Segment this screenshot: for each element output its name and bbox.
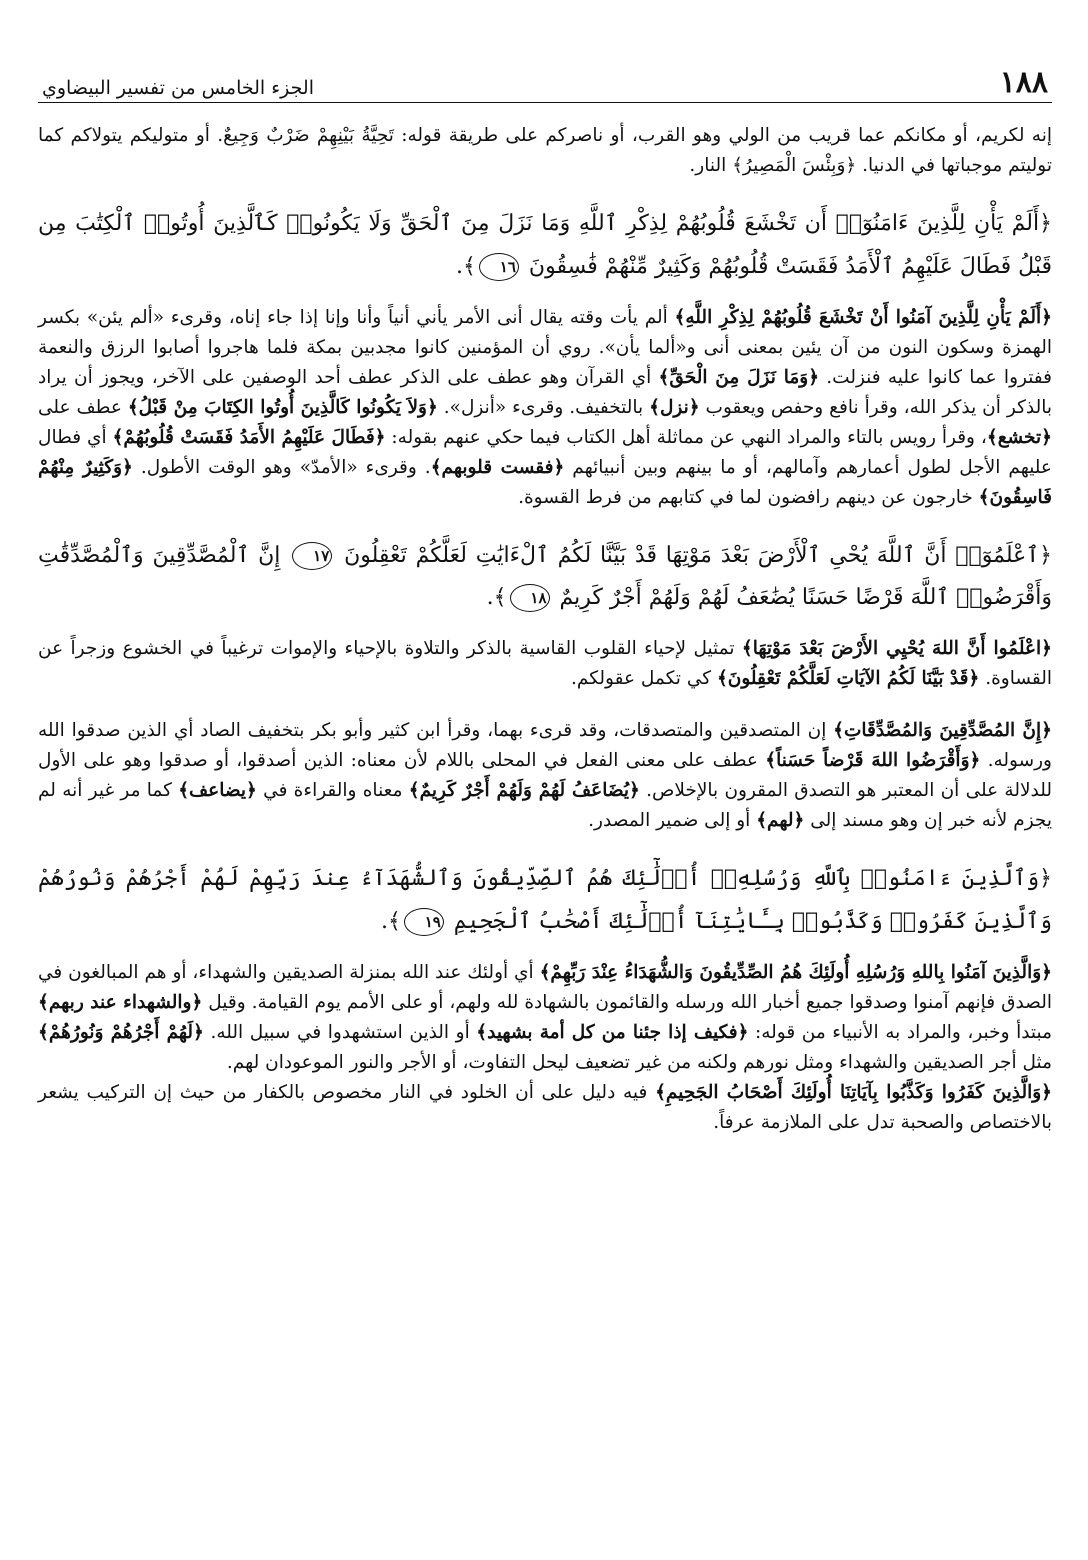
commentary-paragraph-4 [38,716,1052,836]
paragraph-text: كي تكمل عقولكم. [571,668,717,690]
quoted-verse: ﴿يُضَاعَفُ لَهُمْ وَلَهُمْ أَجْرٌ كَرِيمٌ﴾ [408,780,640,802]
quoted-verse: ﴿إِنَّ المُصَّدِّقِينَ وَالمُصَّدِّقَاتِ﴾ [833,720,1052,742]
book-page [38,58,1052,1538]
quoted-verse: ﴿وَأَقْرَضُوا اللهَ قَرْضاً حَسَناً﴾ [765,750,981,772]
paragraph-text: إن المتصدقين والمتصدقات، وقد قرىء بهما، وقرأ ابن كثير وأبو بكر بتخفيف الصاد أي الذين صدقوا الله ورسوله. [38,720,1052,772]
ayah-number-marker: ١٨ [510,584,550,612]
verse-close-bracket: ﴾. [486,585,507,611]
paragraph-text: بالتخفيف. وقرىء «أنزل». [437,396,650,418]
verse-block-19 [38,858,1052,944]
quoted-verse: ﴿نزل﴾ [649,396,700,418]
paragraph-text: فيه دليل على أن الخلود في النار مخصوص بالكفار من حيث إن التركيب يشعر بالاختصاص والصحبة تدل على الملازمة عرفاً. [38,1081,1052,1133]
verse-close-bracket: ﴾. [380,908,401,934]
commentary-paragraph-3 [38,634,1052,694]
paragraph-text: . وقرىء «الأمدّ» وهو الوقت الأطول. [132,456,431,478]
quoted-verse: ﴿فقست قلوبهم﴾ [430,456,565,478]
paragraph-text: تمثيل لإحياء القلوب القاسية بالذكر والتلاوة بالإحياء والإموات ترغيباً في الخشوع وزجراً عن القساوة. [38,638,1052,690]
quoted-verse: ﴿وَكَثِيرٌ مِنْهُمْ فَاسِقُونَ﴾ [38,456,1052,508]
verse-text: ﴿وَٱلَّذِينَ ءَامَنُوا۟ بِٱللَّهِ وَرُسُلِهِۦٓ أُو۟لَٰٓئِكَ هُمُ ٱلصِّدِّيقُونَ وَٱلشُّهَدَآءُ عِندَ رَبِّهِمْ لَهُمْ أَجْرُهُمْ وَنُورُهُمْ وَٱلَّذِينَ كَفَرُوا۟ وَكَذَّبُوا۟ بِـَٔايَٰتِنَآ أُو۟لَٰٓئِكَ أَصْحَٰبُ ٱلْجَحِيمِ [38,866,1052,934]
verse-text: ﴿أَلَمْ يَأْنِ لِلَّذِينَ ءَامَنُوٓا۟ أَن تَخْشَعَ قُلُوبُهُمْ لِذِكْرِ ٱللَّهِ وَمَا نَزَلَ مِنَ ٱلْحَقِّ وَلَا يَكُونُوا۟ كَٱلَّذِينَ أُوتُوا۟ ٱلْكِتَٰبَ مِن قَبْلُ فَطَالَ عَلَيْهِمُ ٱلْأَمَدُ فَقَسَتْ قُلُوبُهُمْ وَكَثِيرٌ مِّنْهُمْ فَٰسِقُونَ [38,210,1052,279]
commentary-paragraph-1 [38,121,1052,181]
verse-text: إِنَّ ٱلْمُصَّدِّقِينَ وَٱلْمُصَّدِّقَٰتِ وَأَقْرَضُوا۟ ٱللَّهَ قَرْضًا حَسَنًا يُضَٰعَفُ لَهُمْ وَلَهُمْ أَجْرٌ كَرِيمٌ [38,542,1052,611]
paragraph-text: كما مر غير أنه لم يجزم لأنه خبر إن وهو مسند إلى [38,780,1052,832]
quoted-verse: ﴿فكيف إذا جئنا من كل أمة بشهيد﴾ [476,1021,749,1043]
paragraph-text: ، وقرأ رويس بالتاء والمراد النهي عن مماثلة أهل الكتاب فيما حكي عنهم بقوله: [385,426,987,448]
paragraph-text: أي فطال عليهم الأجل لطول أعمارهم وآمالهم، أو ما بينهم وبين أنبيائهم [38,426,1052,478]
quoted-verse: ﴿فَطَالَ عَلَيْهِمُ الأَمَدُ فَقَسَتْ قُلُوبُهُمْ﴾ [112,426,386,448]
running-title: الجزء الخامس من تفسير البيضاوي [42,77,314,99]
commentary-paragraph-2 [38,303,1052,513]
paragraph-text: إنه لكريم، أو مكانكم عما قريب من الولي وهو القرب، أو ناصركم على طريقة قوله: تَحِيَّةُ بَيْنِهِمْ ضَرْبٌ وَجِيعٌ. أو متوليكم يتولاكم كما توليتم موجباتها في الدنيا. ﴿وَبِئْسَ الْمَصِيرُ﴾ النار. [38,125,1052,176]
page-number: ١٨٨ [999,65,1048,100]
quoted-verse: ﴿وَلاَ يَكُونُوا كَالَّذِينَ أُوتُوا الكِتَابَ مِنْ قَبْلُ﴾ [127,396,438,418]
paragraph-text: ألم يأت وقته يقال أنى الأمر يأني أنياً وأنا وإنا إذا جاء إناه، وقرىء «ألم يئن» بكسر الهمزة وسكون النون من آن يئين بمعنى أنى و«ألما يأن». روي أن المؤمنين كانوا مجدبين بمكة فلما هاجروا أصابوا الرزق والنعمة ففتروا عما كانوا عليه فنزلت. [38,306,1052,388]
paragraph-text: معناه والقراءة في [256,780,409,802]
paragraph-text: أي القرآن وهو عطف على الذكر عطف أحد الوصفين على الآخر، ويجوز أن يراد بالذكر أن يذكر الله، وقرأ نافع وحفص ويعقوب [38,366,1053,418]
paragraph-text: أي أولئك عند الله بمنزلة الصديقين والشهداء، أو هم المبالغون في الصدق فإنهم آمنوا وصدقوا جميع أخبار الله ورسله والقائمون بالشهادة لله ولهم، أو على الأمم يوم القيامة. وقيل [38,961,1052,1013]
page-header [38,58,1052,103]
quoted-verse: ﴿والشهداء عند ربهم﴾ [38,991,203,1013]
verse-block-17-18 [38,535,1052,621]
ayah-number-marker: ١٩ [404,908,444,936]
quoted-verse: ﴿قَدْ بَيَّنَا لَكُمُ الآيَاتِ لَعَلَّكُمْ تَعْقِلُونَ﴾ [716,668,980,690]
commentary-paragraph-5 [38,958,1052,1078]
ayah-number-marker: ١٧ [292,542,332,570]
quoted-verse: ﴿لهم﴾ [756,810,805,832]
paragraph-text: عطف على معنى الفعل في المحلى باللام لأن معناه: الذين أصدقوا، أو صدقوا وهو على الأول للدلالة على أن المعتبر هو التصدق المقرون بالإخلاص. [38,750,1053,802]
verse-close-bracket: ﴾. [456,253,476,279]
paragraph-text: مبتدأ وخبر، والمراد به الأنبياء من قوله: [748,1021,1052,1043]
quoted-verse: ﴿يضاعف﴾ [178,780,257,802]
quoted-verse: ﴿اعْلَمُوا أَنَّ اللهَ يُحْيِي الأَرْضَ بَعْدَ مَوْتِهَا﴾ [741,638,1052,660]
paragraph-text: مثل أجر الصديقين والشهداء ومثل نورهم ولكنه من غير تضعيف ليحل التفاوت، أو الأجر والنور الموعودان لهم. [226,1051,1052,1073]
quoted-verse: ﴿وَمَا نَزَلَ مِنَ الْحَقِّ﴾ [658,366,820,388]
ayah-number-marker: ١٦ [479,253,519,281]
verse-text: ﴿ٱعْلَمُوٓا۟ أَنَّ ٱللَّهَ يُحْىِ ٱلْأَرْضَ بَعْدَ مَوْتِهَا قَدْ بَيَّنَّا لَكُمُ ٱلْءَايَٰتِ لَعَلَّكُمْ تَعْقِلُونَ [344,542,1053,568]
quoted-verse: ﴿أَلَمْ يَأْنِ لِلَّذِينَ آمَنُوا أَنْ تَخْشَعَ قُلُوبُهُمْ لِذِكْرِ اللَّهِ﴾ [674,306,1053,328]
paragraph-text: خارجون عن دينهم رافضون لما في كتابهم من فرط القسوة. [518,486,979,508]
quoted-verse: ﴿وَالَّذِينَ كَفَرُوا وَكَذَّبُوا بِآيَاتِنَا أُولَئِكَ أَصْحَابُ الجَحِيمِ﴾ [655,1081,1052,1103]
paragraph-text: عطف على [38,396,128,418]
verse-block-16 [38,203,1052,289]
quoted-verse: ﴿تخشع﴾ [986,426,1052,448]
quoted-verse: ﴿لَهُمْ أَجْرُهُمْ وَنُورُهُمْ﴾ [38,1021,204,1043]
quoted-verse: ﴿وَالَّذِينَ آمَنُوا بِاللهِ وَرُسُلِهِ أُولَئِكَ هُمُ الصِّدِّيقُونَ وَالشُّهَدَاءُ عِنْدَ رَبِّهِمْ﴾ [539,961,1052,983]
paragraph-text: أو الذين استشهدوا في سبيل الله. [203,1021,477,1043]
paragraph-text: أو إلى ضمير المصدر. [588,810,757,832]
commentary-paragraph-6 [38,1078,1052,1138]
